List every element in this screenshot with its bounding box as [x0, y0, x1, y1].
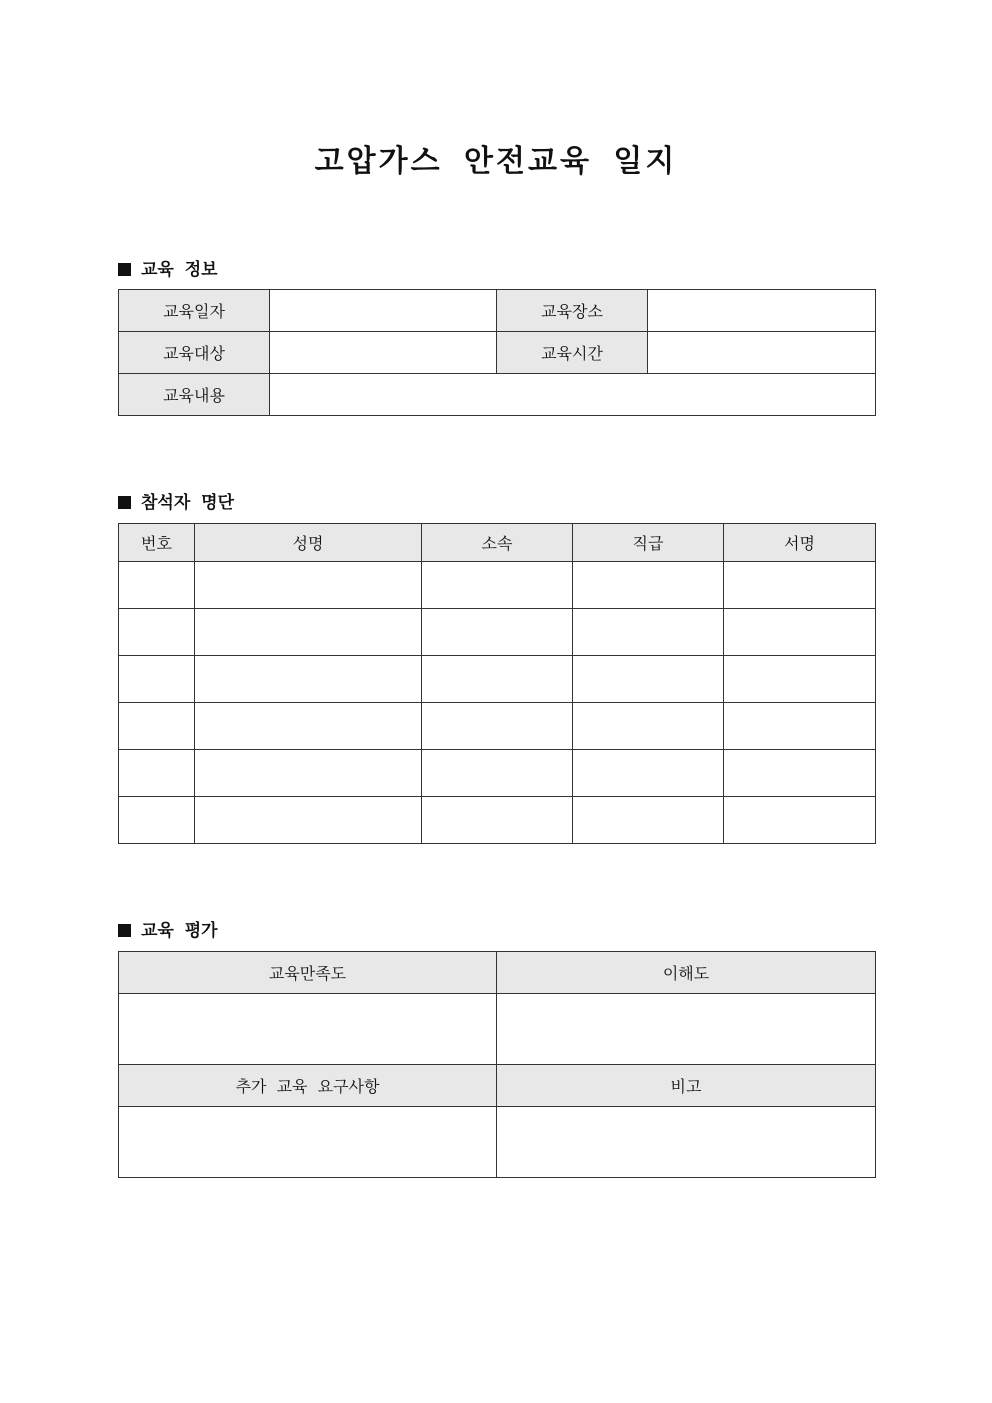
- cell-name[interactable]: [195, 797, 422, 844]
- cell-signature[interactable]: [724, 797, 876, 844]
- cell-signature[interactable]: [724, 609, 876, 656]
- square-bullet-icon: [118, 924, 131, 937]
- cell-name[interactable]: [195, 609, 422, 656]
- extra-requests-field[interactable]: [119, 1107, 497, 1178]
- time-field[interactable]: [648, 332, 876, 374]
- section-heading-evaluation: [118, 916, 218, 941]
- section-title-attendees: 참석자 명단: [141, 493, 235, 513]
- understanding-label: 이해도: [497, 952, 876, 994]
- evaluation-table: [118, 951, 876, 1178]
- cell-position[interactable]: [573, 562, 724, 609]
- cell-signature[interactable]: [724, 750, 876, 797]
- cell-position[interactable]: [573, 609, 724, 656]
- cell-signature[interactable]: [724, 703, 876, 750]
- satisfaction-label: 교육만족도: [119, 952, 497, 994]
- understanding-field[interactable]: [497, 994, 876, 1065]
- remarks-field[interactable]: [497, 1107, 876, 1178]
- cell-affiliation[interactable]: [422, 656, 573, 703]
- cell-number[interactable]: [119, 703, 195, 750]
- table-row: [119, 656, 876, 703]
- satisfaction-field[interactable]: [119, 994, 497, 1065]
- content-label: 교육내용: [119, 374, 270, 416]
- header-number: 번호: [119, 524, 195, 562]
- extra-requests-label: 추가 교육 요구사항: [119, 1065, 497, 1107]
- date-field[interactable]: [270, 290, 497, 332]
- document-title: 고압가스 안전교육 일지: [314, 144, 678, 179]
- cell-affiliation[interactable]: [422, 750, 573, 797]
- cell-name[interactable]: [195, 750, 422, 797]
- section-title-evaluation: 교육 평가: [141, 921, 218, 941]
- header-affiliation: 소속: [422, 524, 573, 562]
- cell-number[interactable]: [119, 750, 195, 797]
- cell-affiliation[interactable]: [422, 562, 573, 609]
- remarks-label: 비고: [497, 1065, 876, 1107]
- cell-signature[interactable]: [724, 562, 876, 609]
- cell-name[interactable]: [195, 656, 422, 703]
- square-bullet-icon: [118, 496, 131, 509]
- cell-position[interactable]: [573, 750, 724, 797]
- table-row: [119, 609, 876, 656]
- info-table: [118, 289, 876, 416]
- attendees-table: [118, 523, 876, 844]
- cell-number[interactable]: [119, 562, 195, 609]
- cell-number[interactable]: [119, 609, 195, 656]
- table-row: [119, 750, 876, 797]
- cell-number[interactable]: [119, 797, 195, 844]
- section-heading-info: [118, 255, 218, 280]
- cell-number[interactable]: [119, 656, 195, 703]
- table-row: [119, 562, 876, 609]
- cell-name[interactable]: [195, 562, 422, 609]
- cell-affiliation[interactable]: [422, 609, 573, 656]
- content-field[interactable]: [270, 374, 876, 416]
- table-row: [119, 703, 876, 750]
- date-label: 교육일자: [119, 290, 270, 332]
- cell-signature[interactable]: [724, 656, 876, 703]
- cell-affiliation[interactable]: [422, 797, 573, 844]
- cell-position[interactable]: [573, 797, 724, 844]
- header-position: 직급: [573, 524, 724, 562]
- section-title-info: 교육 정보: [141, 260, 218, 280]
- target-label: 교육대상: [119, 332, 270, 374]
- target-field[interactable]: [270, 332, 497, 374]
- section-heading-attendees: [118, 488, 234, 513]
- cell-position[interactable]: [573, 656, 724, 703]
- cell-position[interactable]: [573, 703, 724, 750]
- table-row: [119, 797, 876, 844]
- place-label: 교육장소: [497, 290, 648, 332]
- header-name: 성명: [195, 524, 422, 562]
- square-bullet-icon: [118, 263, 131, 276]
- time-label: 교육시간: [497, 332, 648, 374]
- cell-affiliation[interactable]: [422, 703, 573, 750]
- cell-name[interactable]: [195, 703, 422, 750]
- place-field[interactable]: [648, 290, 876, 332]
- header-signature: 서명: [724, 524, 876, 562]
